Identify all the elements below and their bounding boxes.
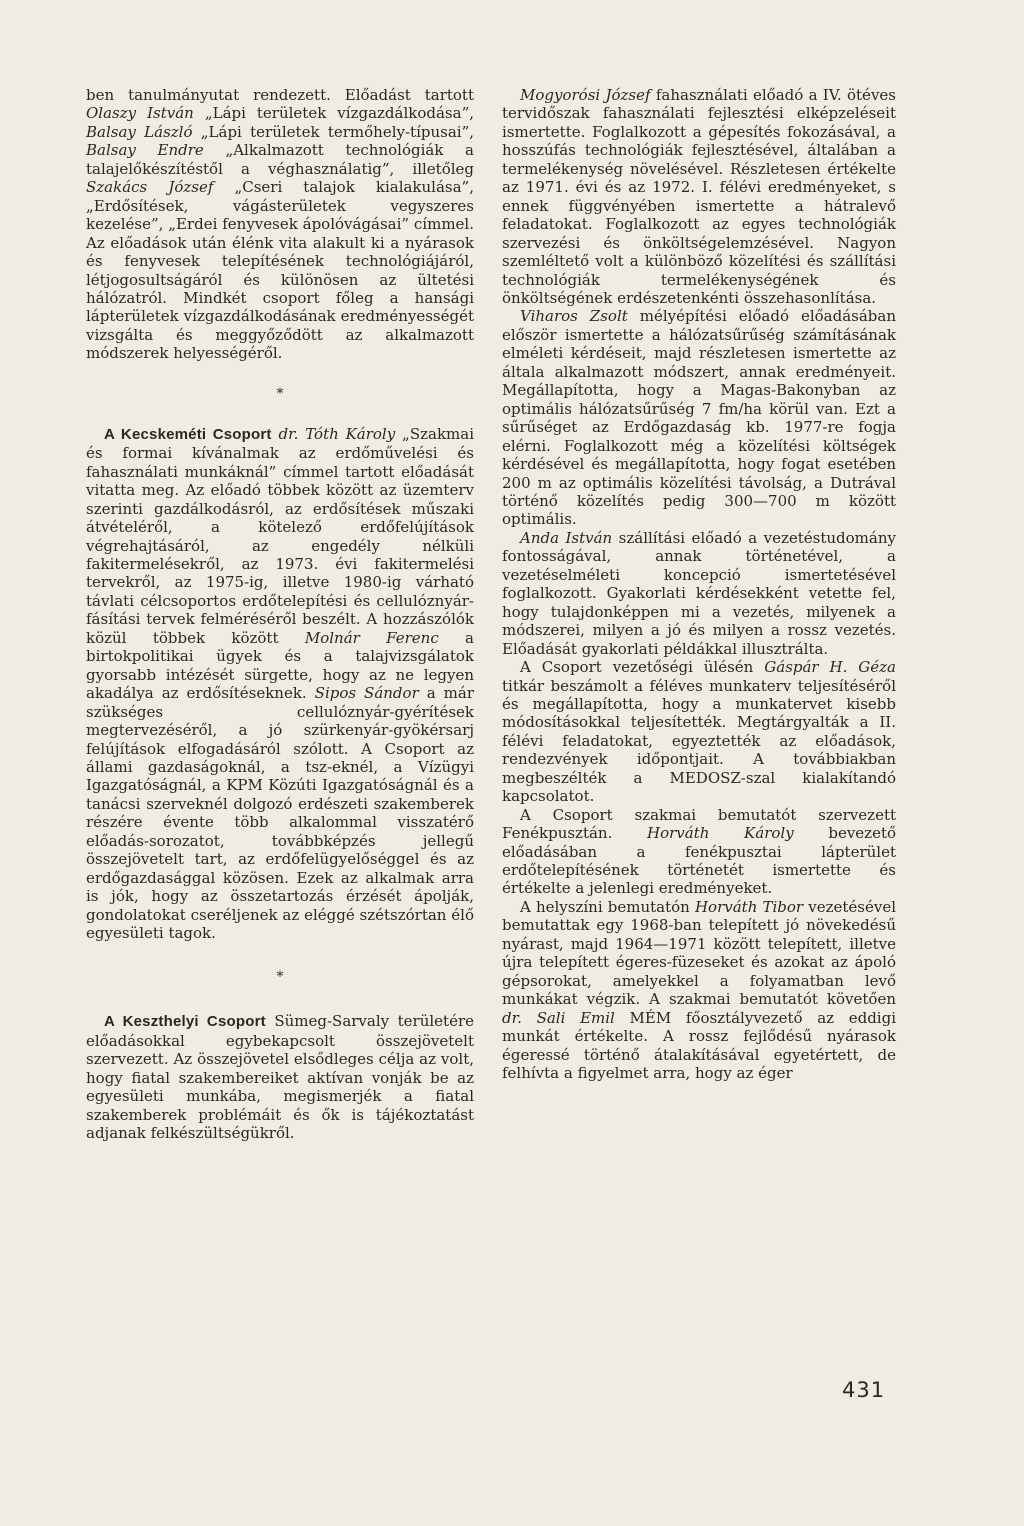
text-run: Sümeg-Sarvaly területére előadásokkal egybekapcsolt összejövetelt szervezett. Az összejövetel elsődleges célja az volt, hogy fiatal szakembereiket aktívan vonják be az egyesületi munkába, megismerjék a fiatal szakemberek problémáit és ők is tájékoztatást adjanak felkészültségükről. xyxy=(86,1012,474,1143)
text-run: „Lápi területek termőhely-típusai”, xyxy=(192,122,474,141)
text-run: „Alkalmazott technológiák a talajelőkészítéstől a véghasználatig”, illetőleg xyxy=(86,141,474,178)
text-run: A helyszíni bemutatón xyxy=(520,897,695,916)
person-name: Balsay László xyxy=(86,122,193,141)
text-run: „Szakmai és formai kívánalmak az erdőművelési és fahasználati munkáknál” címmel tartott előadását vitatta meg. Az előadó többek között az üzemterv szerinti gazdálkodásról, az erdősítések műszaki átvételéről, a kötelező erdőfelújítások végrehajtásáról, az engedély nélküli fakitermelésekről, az 1973. évi fakitermelési tervekről, az 1975-ig, illetve 1980-ig várható távlati célcsoportos erdőtelepítési és cellulóznyár-fásítási tervek felméréséről beszélt. A hozzászólók közül többek között xyxy=(86,424,474,647)
page-number: 431 xyxy=(842,1378,886,1402)
person-name: Anda István xyxy=(520,528,613,547)
text-run: ben tanulmányutat rendezett. Előadást tartott xyxy=(86,86,474,104)
paragraph-helyszini-bemutato xyxy=(502,898,896,1083)
person-name: Mogyorósi József xyxy=(520,86,651,104)
section-separator: * xyxy=(276,385,284,402)
text-run: szállítási előadó a vezetéstudomány fontosságával, annak történetével, a vezetéselméleti koncepció ismertetésével foglalkozott. Gyakorlati kérdésekként vetette fel, hogy tulajdonképpen mi a vezetés, milyenek a módszerei, milyen a jó és milyen a rossz vezetés. Előadását gyakorlati példákkal illusztrálta. xyxy=(502,528,896,658)
text-run: MÉM főosztályvezető az eddigi munkát értékelte. A rossz fejlődésű nyárasok égeressé történő átalakításával egyetértett, de felhívta a figyelmet arra, hogy az éger xyxy=(502,1008,896,1083)
right-column xyxy=(502,86,896,1082)
person-name: Horváth Károly xyxy=(647,824,794,843)
paragraph-vezetosegi-ules xyxy=(502,658,896,806)
paragraph-fenekpuszta xyxy=(502,806,896,898)
paragraph-anda xyxy=(502,529,896,658)
person-name: Horváth Tibor xyxy=(694,897,804,916)
section-separator: * xyxy=(276,969,284,986)
person-name: Olaszy István xyxy=(86,104,194,123)
group-name: A Keszthelyi Csoport xyxy=(104,1013,266,1031)
paragraph-mogyorosi xyxy=(502,86,896,307)
text-run: mélyépítési előadó előadásában először ismertette a hálózatsűrűség számításának elméleti kérdéseit, majd részletesen ismertette az általa alkalmazott módszert, annak eredményeit. Megállapította, hogy a Magas-Bakonyban az optimális hálózatsűrűség 7 fm/ha körül van. Ezt a sűrűséget az Erdőgazdaság kb. 1977-re fogja elérni. Foglalkozott még a közelítési költségek kérdésével és megállapította, hogy fogat esetében 200 m az optimális közelítési távolság, a Dutrával történő közelítés pedig 300—700 m között optimális. xyxy=(502,307,896,529)
text-run: vezetésével bemutattak egy 1968-ban telepített jó növekedésű nyárast, majd 1964—1971 között telepített, illetve újra telepített égeres-füzeseket és azokat az ápoló gépsorokat, amelyekkel a folyamatban levő munkákat végzik. A szakmai bemutatót követően xyxy=(502,897,897,1009)
person-name: Gáspár H. Géza xyxy=(764,658,896,677)
text-run: fahasználati előadó a IV. ötéves tervidőszak fahasználati fejlesztési elképzeléseit ismertette. Foglalkozott a gépesítés fokozásával, a hosszúfás technológiák fejlesztésével, általában a termelékenység növelésével. Részletesen értékelte az 1971. évi és az 1972. I. félévi eredményeket, s ennek függvényében ismertette a hátralevő feladatokat. Foglalkozott az egyes technológiák szervezési és önköltségelemzésével. Nagyon szemléltető volt a különböző közelítési és szállítási technológiák termelékenységének és önköltségének erdészetenkénti összehasonlítása. xyxy=(502,86,896,307)
person-name: Sipos Sándor xyxy=(314,684,419,703)
text-run: A Csoport szakmai bemutatót szervezett Fenékpusztán. xyxy=(502,805,896,843)
person-name: Viharos Zsolt xyxy=(520,307,628,326)
person-name: Molnár Ferenc xyxy=(304,628,439,647)
person-name: Szakács József xyxy=(86,178,214,197)
person-name: dr. Tóth Károly xyxy=(278,424,396,443)
text-run: „Lápi területek vízgazdálkodása”, xyxy=(193,104,475,123)
person-name: Balsay Endre xyxy=(86,141,204,160)
text-run: A Csoport vezetőségi ülésén xyxy=(520,658,765,677)
text-run: titkár beszámolt a féléves munkaterv teljesítéséről és megállapította, hogy a munkatervet kisebb módosításokkal teljesítették. Megtárgyalták a II. félévi feladatokat, egyeztették az előadások, rendezvények időpontjait. A továbbiakban megbeszélték a MEDOSZ-szal kialakítandó kapcsolatot. xyxy=(502,676,896,806)
paragraph-viharos xyxy=(502,307,896,528)
left-column xyxy=(86,86,474,1143)
group-name: A Kecskeméti Csoport xyxy=(104,425,272,443)
text-run: „Cseri talajok kialakulása”, „Erdősítések, vágásterületek vegyszeres kezelése”, „Erdei fenyvesek ápolóvágásai” címmel. Az előadások után élénk vita alakult ki a nyárasok és fenyvesek telepítésének technológiájáról, létjogosultságáról és különösen az ültetési hálózatról. Mindkét csoport főleg a hansági lápterületek vízgazdálkodásának eredményességét vizsgálta és meggyőződött az alkalmazott módszerek helyességéről. xyxy=(86,178,474,363)
text-run: a már szükséges cellulóznyár-gyérítések megtervezéséről, a jó szürkenyár-gyökérsarj felújítások elfogadásáról szólott. A Csoport az állami gazdaságoknál, a tsz-eknél, a Vízügyi Igazgatóságnál, a KPM Közúti Igazgatóságnál és a tanácsi szerveknél dolgozó erdészeti szakemberek részére évente több alkalommal visszatérő előadás-sorozatot, továbbképzés jellegű összejövetelt tart, az erdőfelügyelőséggel és az erdőgazdasággal közösen. Ezek az alkalmak arra is jók, hogy az összetartozás érzését ápolják, gondolatokat cseréljenek az eléggé szétszórtan élő egyesületi tagok. xyxy=(86,684,474,943)
paragraph-keszthely xyxy=(86,1012,474,1142)
text-run: a birtokpolitikai ügyek és a talajvizsgálatok gyorsabb intézését sürgette, hogy az ne legyen akadálya az erdősítéseknek. xyxy=(86,628,474,703)
text-run: bevezető előadásában a fenékpusztai lápterület erdőtelepítésének történetét ismertette és értékelte a jelenlegi eredményeket. xyxy=(502,824,897,898)
paragraph-kecskemet xyxy=(86,425,474,943)
person-name: dr. Sali Emil xyxy=(502,1008,615,1027)
paragraph-hansag xyxy=(86,86,474,363)
